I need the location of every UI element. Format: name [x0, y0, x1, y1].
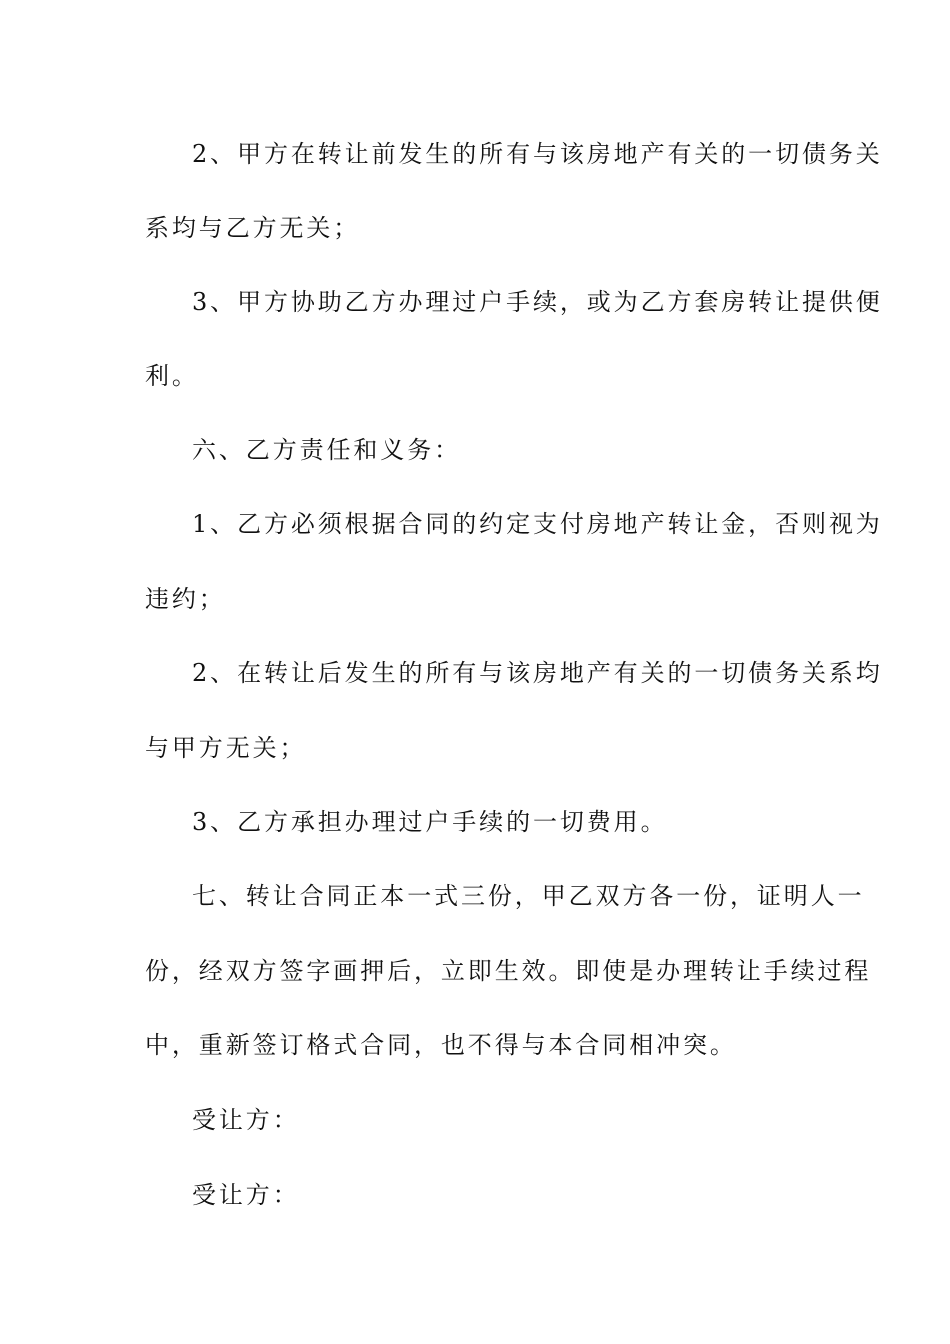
clause-6-3: 3、乙方承担办理过户手续的一切费用。	[192, 808, 668, 836]
clause-6-2-line-1: 2、在转让后发生的所有与该房地产有关的一切债务关系均	[192, 659, 883, 687]
clause-5-2-line-2: 系均与乙方无关；	[145, 214, 361, 242]
signature-label-1: 受让方：	[192, 1106, 300, 1134]
signature-label-2: 受让方：	[192, 1181, 300, 1209]
clause-6-1-line-1: 1、乙方必须根据合同的约定支付房地产转让金，否则视为	[192, 510, 883, 538]
clause-5-3-line-2: 利。	[145, 362, 199, 390]
clause-5-2-line-1: 2、甲方在转让前发生的所有与该房地产有关的一切债务关	[192, 140, 883, 168]
section-7-line-1: 七、转让合同正本一式三份，甲乙双方各一份，证明人一	[192, 882, 865, 910]
clause-6-1-line-2: 违约；	[145, 585, 226, 613]
section-6-heading: 六、乙方责任和义务：	[192, 436, 461, 464]
clause-6-2-line-2: 与甲方无关；	[145, 734, 307, 762]
section-7-line-3: 中，重新签订格式合同，也不得与本合同相冲突。	[145, 1031, 737, 1059]
section-7-line-2: 份，经双方签字画押后，立即生效。即使是办理转让手续过程	[145, 957, 872, 985]
clause-5-3-line-1: 3、甲方协助乙方办理过户手续，或为乙方套房转让提供便	[192, 288, 883, 316]
